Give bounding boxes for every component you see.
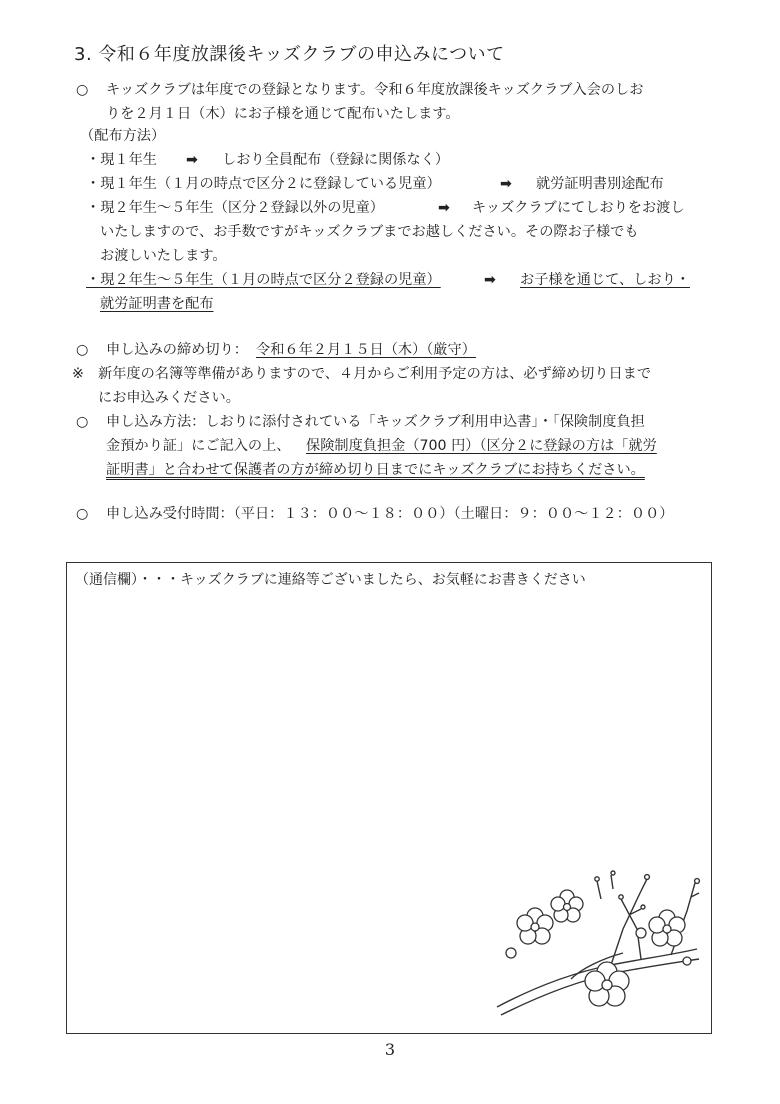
- arrow-right-icon: ➡: [500, 176, 512, 192]
- dist-item-3-action: キッズクラブにてしおりをお渡し: [472, 200, 685, 216]
- arrow-right-icon: ➡: [484, 272, 496, 288]
- communication-box-label: （通信欄）・・・キッズクラブに連絡等ございましたら、お気軽にお書きください: [75, 572, 586, 588]
- method-line-2b: 保険制度負担金（700 円）（区分２に登録の方は「就労: [306, 438, 657, 454]
- arrow-right-icon: ➡: [186, 152, 198, 168]
- plum-blossom-illustration: [491, 869, 703, 1019]
- dist-item-3-line-3: お渡しいたします。: [100, 248, 227, 264]
- note-line-1: 新年度の名簿等準備がありますので、４月からご利用予定の方は、必ず締め切り日まで: [98, 366, 652, 382]
- distribution-heading: （配布方法）: [80, 128, 166, 144]
- section-title: 3. 令和６年度放課後キッズクラブの申込みについて: [74, 44, 505, 65]
- method-line-1: 申し込み方法：しおりに添付されている「キッズクラブ利用申込書」・「保険制度負担: [106, 414, 645, 430]
- note-line-2: にお申込みください。: [98, 390, 240, 406]
- dist-item-2-target: ・現１年生（１月の時点で区分２に登録している児童）: [86, 176, 441, 192]
- dist-item-4-line-2: 就労証明書を配布: [100, 296, 214, 312]
- dist-item-3-line-2: いたしますので、お手数ですがキッズクラブまでお越しください。その際お子様でも: [100, 224, 639, 240]
- dist-item-4-target: ・現２年生〜５年生（１月の時点で区分２登録の児童）: [86, 272, 441, 288]
- deadline-label: 申し込みの締め切り：: [106, 342, 248, 358]
- circle-bullet: ○: [76, 414, 89, 430]
- page-number: 3: [384, 1040, 396, 1059]
- circle-bullet: ○: [76, 82, 89, 98]
- dist-item-1-target: ・現１年生: [86, 152, 157, 168]
- reception-hours: 申し込み受付時間：（平日：１３：００〜１８：００）（土曜日：９：００〜１２：００）: [106, 506, 674, 522]
- method-line-2a: 金預かり証」にご記入の上、: [106, 438, 291, 454]
- intro-line-2: りを２月１日（木）にお子様を通じて配布いたします。: [106, 106, 460, 122]
- note-mark: ※: [72, 366, 84, 382]
- circle-bullet: ○: [76, 506, 89, 522]
- method-line-3: 証明書」と合わせて保護者の方が締め切り日までにキッズクラブにお持ちください。: [106, 462, 645, 478]
- circle-bullet: ○: [76, 342, 89, 358]
- dist-item-4-action: お子様を通じて、しおり・: [520, 272, 690, 288]
- dist-item-2-action: 就労証明書別途配布: [536, 176, 664, 192]
- arrow-right-icon: ➡: [438, 200, 450, 216]
- dist-item-3-target: ・現２年生〜５年生（区分２登録以外の児童）: [86, 200, 384, 216]
- dist-item-1-action: しおり全員配布（登録に関係なく）: [222, 152, 450, 168]
- communication-box[interactable]: [66, 562, 712, 1034]
- deadline-value: 令和６年２月１５日（木）（厳守）: [256, 342, 476, 358]
- intro-line-1: キッズクラブは年度での登録となります。令和６年度放課後キッズクラブ入会のしお: [106, 82, 644, 98]
